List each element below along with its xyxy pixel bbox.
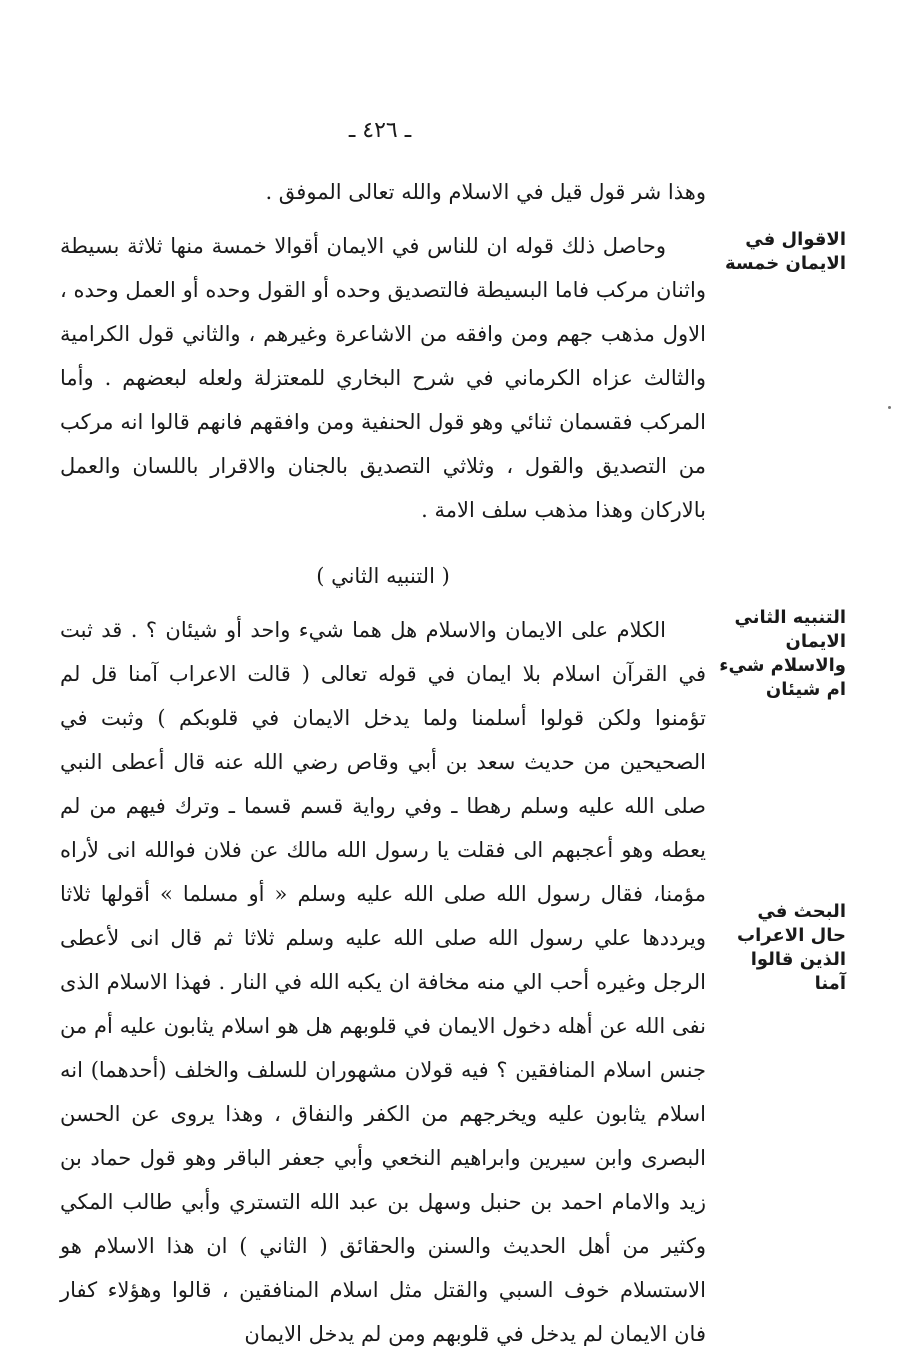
page-number: ـ ٤٢٦ ـ xyxy=(348,118,412,143)
paragraph-five-sayings: وحاصل ذلك قوله ان للناس في الايمان أقوالا خمسة منها ثلاثة بسيطة واثنان مركب فاما البسيطة فالتصديق وحده أو القول وحده أو العمل وحده ، الاول مذهب جهم ومن وافقه من الاشاعرة وغيرهم ، والثاني قول الكرامية والثالث عزاه الكرماني في شرح البخاري للمعتزلة ولعله لبعضهم . وأما المركب فقسمان ثنائي وهو قول الحنفية ومن وافقهم فانهم قالوا انه مركب من التصديق والقول ، وثلاثي التصديق بالجنان والاقرار باللسان والعمل بالاركان وهذا مذهب سلف الامة . xyxy=(60,234,706,522)
margin-note-bedouins: البحث في حال الاعراب الذين قالوا آمنا xyxy=(737,901,846,994)
margin-note-second-notice: التنبيه الثاني الايمان والاسلام شيء ام شيئان xyxy=(719,607,846,700)
margin-note-sayings: الاقوال في الايمان خمسة xyxy=(724,229,846,274)
main-text xyxy=(60,170,706,1356)
scan-speck xyxy=(888,406,891,409)
section-heading: ( التنبيه الثاني ) xyxy=(316,564,450,588)
paragraph-iman-islam: الكلام على الايمان والاسلام هل هما شيء واحد أو شيئان ؟ . قد ثبت في القرآن اسلام بلا ايمان في قوله تعالى ( قالت الاعراب آمنا قل لم تؤمنوا ولكن قولوا أسلمنا ولما يدخل الايمان في قلوبكم ) وثبت في الصحيحين من حديث سعد بن أبي وقاص رضي الله عنه قال أعطى النبي صلى الله عليه وسلم رهطا ـ وفي رواية قسم قسما ـ وترك فيهم من لم يعطه وهو أعجبهم الى فقلت يا رسول الله مالك عن فلان فوالله انى لأراه مؤمنا، فقال رسول الله صلى الله عليه وسلم « أو مسلما » أقولها ثلاثا ويرددها علي رسول الله صلى الله عليه وسلم ثلاثا ثم قال انى لأعطى الرجل وغيره أحب الي منه مخافة ان يكبه الله في النار . فهذا الاسلام الذى نفى الله عن أهله دخول الايمان في قلوبهم هل هو اسلام يثابون عليه أم من جنس اسلام المنافقين ؟ فيه قولان مشهوران للسلف والخلف (أحدهما) انه اسلام يثابون عليه ويخرجهم من الكفر والنفاق ، وهذا يروى عن الحسن البصرى وابن سيرين وابراهيم النخعي وأبي جعفر الباقر وهو قول حماد بن زيد والامام احمد بن حنبل وسهل بن عبد الله التستري وأبي طالب المكي وكثير من أهل الحديث والسنن والحقائق ( الثاني ) ان هذا الاسلام هو الاستسلام خوف السبي والقتل مثل اسلام المنافقين ، قالوا وهؤلاء كفار فان الايمان لم يدخل في قلوبهم ومن لم يدخل الايمان xyxy=(60,618,706,1346)
paragraph-opening: وهذا شر قول قيل في الاسلام والله تعالى الموفق . xyxy=(265,180,706,204)
